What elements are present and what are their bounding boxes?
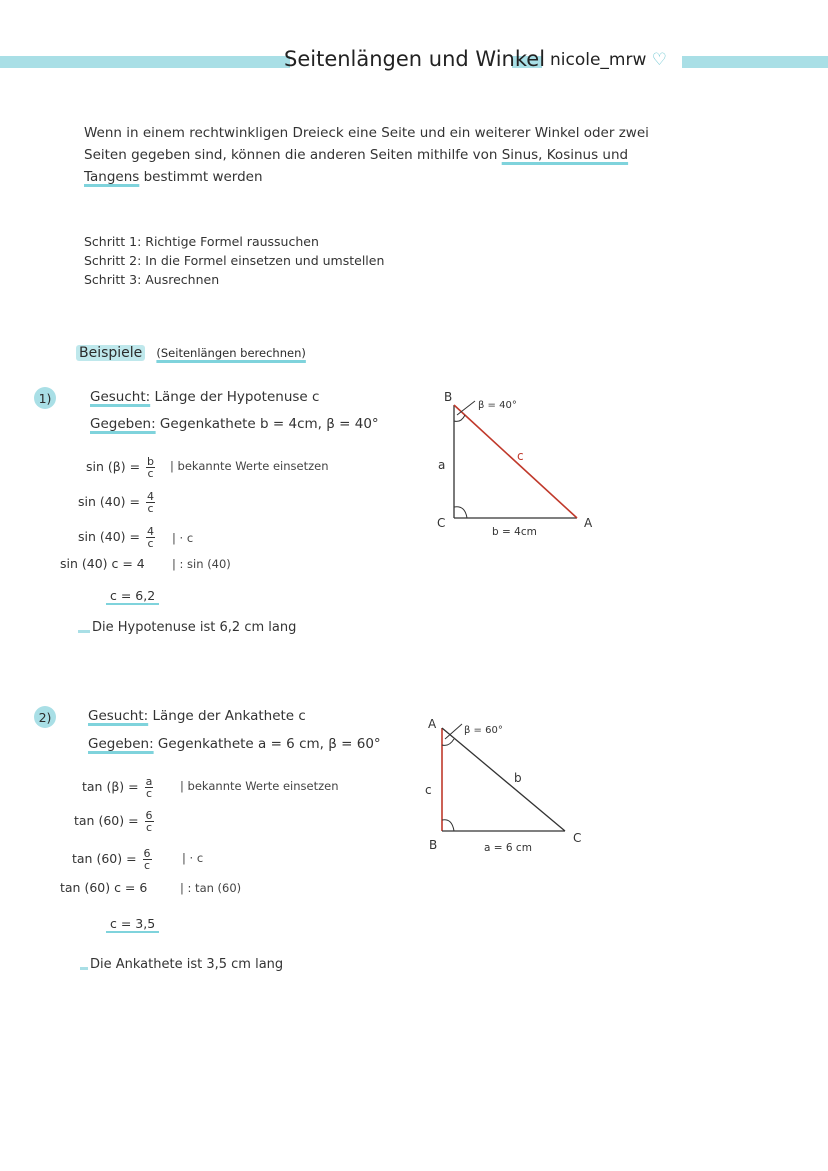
numerator: 4: [146, 525, 154, 538]
ex2-line-1: [82, 776, 153, 799]
intro-text-before: Wenn in einem rechtwinkligen Dreieck eine Seite und ein weiterer Winkel oder zwei Seiten gegeben sind, können die anderen Seiten mithilfe von: [84, 125, 649, 163]
searched-label: Gesucht:: [88, 708, 149, 724]
denominator: c: [146, 821, 153, 834]
heart-icon: ♡: [651, 50, 668, 70]
intro-text-after: bestimmt werden: [139, 169, 263, 185]
tri1-angle-arc: [454, 415, 465, 421]
tri2-angle-label: β = 60°: [464, 725, 503, 736]
given-value: Gegenkathete b = 4cm, β = 40°: [159, 416, 379, 432]
calc-fraction: [146, 491, 155, 514]
tri2-angle-pointer: [445, 724, 462, 739]
tri1-right-angle: [454, 507, 467, 518]
ex2-result: c = 3,5: [106, 916, 159, 933]
ex2-note-4: | : tan (60): [180, 881, 242, 895]
calc-fraction: [143, 848, 152, 871]
calc-lhs: sin (β) =: [86, 459, 145, 474]
tri2-right-angle: [442, 820, 454, 831]
given-value: Gegenkathete a = 6 cm, β = 60°: [157, 736, 381, 752]
given-label: Gegeben:: [88, 736, 154, 752]
tri1-vertex-top: B: [444, 390, 453, 404]
example-2-given: [88, 736, 381, 752]
denominator: c: [147, 502, 154, 515]
step-item: Schritt 2: In die Formel einsetzen und umstellen: [84, 253, 385, 268]
ex2-note-3: | · c: [182, 851, 204, 865]
examples-sub: (Seitenlängen berechnen): [156, 346, 306, 360]
numerator: 6: [143, 847, 151, 860]
author-label: nicole_mrw: [550, 50, 647, 70]
denominator: c: [145, 787, 153, 800]
example-2-number: 2): [34, 706, 56, 728]
given-label: Gegeben:: [90, 416, 156, 432]
tri1-vertex-right: A: [584, 516, 593, 530]
searched-value: Länge der Hypotenuse c: [154, 389, 320, 405]
numerator: 4: [146, 490, 154, 503]
numerator: a: [145, 775, 153, 788]
tri2-side-left-label: c: [425, 783, 432, 797]
ex1-note-4: | : sin (40): [172, 557, 231, 571]
intro-highlight: Sinus, Kosinus und Tangens: [84, 147, 629, 185]
denominator: c: [147, 467, 154, 480]
tri1-side-hyp-label: c: [517, 449, 524, 463]
intro-paragraph: [84, 122, 684, 188]
ex2-line-4: tan (60) c = 6: [60, 880, 148, 895]
ex2-line-3: [72, 848, 152, 871]
searched-label: Gesucht:: [90, 389, 151, 405]
tri1-angle-label: β = 40°: [478, 400, 517, 411]
tri2-side-b: [442, 728, 565, 831]
tri1-vertex-bl: C: [437, 516, 446, 530]
numerator: 6: [145, 809, 153, 822]
calc-lhs: tan (β) =: [82, 779, 143, 794]
ex1-line-3: [78, 526, 155, 549]
tri1-side-c: [454, 405, 577, 518]
calc-fraction: [145, 776, 154, 799]
triangle-1: [425, 385, 605, 540]
ex1-line-1: [86, 456, 155, 479]
ex1-result: c = 6,2: [106, 588, 159, 605]
examples-label: Beispiele: [76, 345, 145, 361]
ex2-line-2: [74, 810, 154, 833]
example-2-searched: [88, 708, 306, 724]
calc-lhs: tan (60) =: [74, 813, 143, 828]
ex1-answer: Die Hypotenuse ist 6,2 cm lang: [92, 620, 297, 635]
ex2-answer: Die Ankathete ist 3,5 cm lang: [90, 957, 284, 972]
tri2-vertex-bl: B: [429, 838, 438, 852]
tri1-angle-pointer: [457, 401, 475, 415]
example-1-given: [90, 416, 379, 432]
ex2-note-1: | bekannte Werte einsetzen: [180, 779, 339, 793]
calc-fraction: [146, 526, 155, 549]
title-bar-right: [682, 56, 828, 68]
triangle-2: [415, 712, 595, 862]
tri2-side-hyp-label: b: [514, 771, 522, 785]
tri1-side-bottom-label: b = 4cm: [492, 526, 537, 538]
step-item: Schritt 3: Ausrechnen: [84, 272, 220, 287]
ex1-line-4: sin (40) c = 4: [60, 556, 145, 571]
step-item: Schritt 1: Richtige Formel raussuchen: [84, 234, 319, 249]
calc-lhs: sin (40) =: [78, 529, 144, 544]
steps-list: [84, 232, 384, 289]
denominator: c: [147, 537, 154, 550]
title-bar-left: [0, 56, 290, 68]
tri2-vertex-top: A: [428, 717, 437, 731]
examples-heading: [76, 342, 306, 361]
author-name: [550, 50, 667, 70]
ex1-note-3: | · c: [172, 531, 194, 545]
calc-fraction: [146, 456, 155, 479]
denominator: c: [144, 859, 151, 872]
ex1-note-1: | bekannte Werte einsetzen: [170, 459, 329, 473]
tri2-vertex-right: C: [573, 831, 582, 845]
searched-value: Länge der Ankathete c: [152, 708, 306, 724]
tri2-side-bottom-label: a = 6 cm: [484, 842, 532, 854]
tri1-side-left-label: a: [438, 458, 446, 472]
ex1-line-2: [78, 491, 155, 514]
example-1-searched: [90, 389, 319, 405]
calc-lhs: tan (60) =: [72, 851, 141, 866]
example-1-number: 1): [34, 387, 56, 409]
tri2-angle-arc: [442, 739, 454, 745]
calc-fraction: [145, 810, 154, 833]
numerator: b: [147, 455, 155, 468]
page-title: Seitenlängen und Winkel: [284, 47, 546, 71]
calc-lhs: sin (40) =: [78, 494, 144, 509]
